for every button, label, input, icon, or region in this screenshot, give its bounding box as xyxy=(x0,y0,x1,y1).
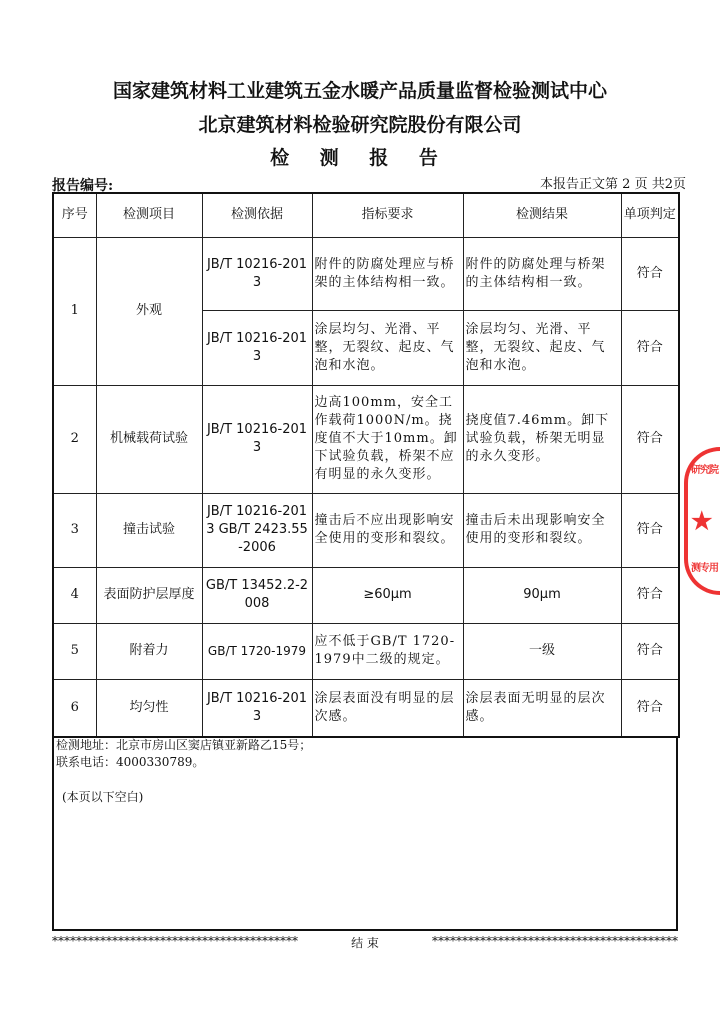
row-number: 1 xyxy=(53,237,96,385)
official-seal xyxy=(684,447,720,595)
table-row xyxy=(53,237,679,310)
test-item: 表面防护层厚度 xyxy=(96,567,202,623)
requirement: 涂层均匀、光滑、平整，无裂纹、起皮、气泡和水泡。 xyxy=(312,310,463,385)
row-number: 6 xyxy=(53,679,96,737)
org-title: 国家建筑材料工业建筑五金水暖产品质量监督检验测试中心 xyxy=(112,80,607,102)
header-cell: 检测结果 xyxy=(463,193,621,237)
test-standard: JB/T 10216-2013 xyxy=(202,237,312,310)
test-item: 撞击试验 xyxy=(96,493,202,567)
test-item: 外观 xyxy=(96,237,202,385)
requirement: 应不低于GB/T 1720-1979中二级的规定。 xyxy=(312,623,463,679)
test-address: 检测地址：北京市房山区窦店镇亚新路乙15号； xyxy=(56,738,312,752)
verdict: 符合 xyxy=(621,493,679,567)
verdict: 符合 xyxy=(621,679,679,737)
result: 附件的防腐处理与桥架的主体结构相一致。 xyxy=(463,237,621,310)
test-standard: JB/T 10216-2013 xyxy=(202,310,312,385)
result: 涂层均匀、光滑、平整，无裂纹、起皮、气泡和水泡。 xyxy=(463,310,621,385)
contact-phone: 联系电话：4000330789。 xyxy=(56,755,205,769)
test-standard: JB/T 10216-2013 GB/T 2423.55-2006 xyxy=(202,493,312,567)
row-number: 4 xyxy=(53,567,96,623)
end-label: 结 束 xyxy=(351,936,379,950)
blank-below-note: (本页以下空白) xyxy=(62,790,144,804)
seal-text-bottom: 测专用 xyxy=(691,563,718,574)
report-title: 检 测 报 告 xyxy=(270,147,450,169)
table-row xyxy=(53,385,679,493)
result: 撞击后未出现影响安全使用的变形和裂纹。 xyxy=(463,493,621,567)
header-cell: 指标要求 xyxy=(312,193,463,237)
requirement: 撞击后不应出现影响安全使用的变形和裂纹。 xyxy=(312,493,463,567)
seal-text-top: 研究院 xyxy=(691,465,718,476)
test-standard: JB/T 10216-2013 xyxy=(202,385,312,493)
header-cell: 单项判定 xyxy=(621,193,679,237)
result: 90μm xyxy=(463,567,621,623)
header-cell: 检测依据 xyxy=(202,193,312,237)
table-row xyxy=(53,493,679,567)
verdict: 符合 xyxy=(621,310,679,385)
requirement: ≥60μm xyxy=(312,567,463,623)
row-number: 5 xyxy=(53,623,96,679)
requirement: 边高100mm，安全工作载荷1000N/m。挠度值不大于10mm。卸下试验负载，桥架不应有明显的永久变形。 xyxy=(312,385,463,493)
test-item: 机械载荷试验 xyxy=(96,385,202,493)
verdict: 符合 xyxy=(621,567,679,623)
test-standard: GB/T 13452.2-2008 xyxy=(202,567,312,623)
test-standard: JB/T 10216-2013 xyxy=(202,679,312,737)
result: 挠度值7.46mm。卸下试验负载，桥架无明显的永久变形。 xyxy=(463,385,621,493)
table-header-row xyxy=(53,193,679,237)
table-row xyxy=(53,623,679,679)
results-table xyxy=(52,192,680,738)
verdict: 符合 xyxy=(621,385,679,493)
stars-left: ***************************************** xyxy=(52,934,298,948)
end-marker xyxy=(52,934,678,951)
company-title: 北京建筑材料检验研究院股份有限公司 xyxy=(198,114,522,136)
result: 涂层表面无明显的层次感。 xyxy=(463,679,621,737)
report-number-label: 报告编号: xyxy=(52,178,114,194)
row-number: 2 xyxy=(53,385,96,493)
test-item: 均匀性 xyxy=(96,679,202,737)
header-cell: 检测项目 xyxy=(96,193,202,237)
header-cell: 序号 xyxy=(53,193,96,237)
verdict: 符合 xyxy=(621,623,679,679)
seal-star-icon: ★ xyxy=(691,506,713,535)
verdict: 符合 xyxy=(621,237,679,310)
requirement: 附件的防腐处理应与桥架的主体结构相一致。 xyxy=(312,237,463,310)
result: 一级 xyxy=(463,623,621,679)
row-number: 3 xyxy=(53,493,96,567)
page-info: 本报告正文第 2 页 共2页 xyxy=(540,177,686,192)
test-item: 附着力 xyxy=(96,623,202,679)
stars-right: ***************************************** xyxy=(431,934,678,948)
requirement: 涂层表面没有明显的层次感。 xyxy=(312,679,463,737)
footer-notes xyxy=(52,737,678,931)
table-row xyxy=(53,567,679,623)
test-standard: GB/T 1720-1979 xyxy=(202,623,312,679)
table-row xyxy=(53,679,679,737)
